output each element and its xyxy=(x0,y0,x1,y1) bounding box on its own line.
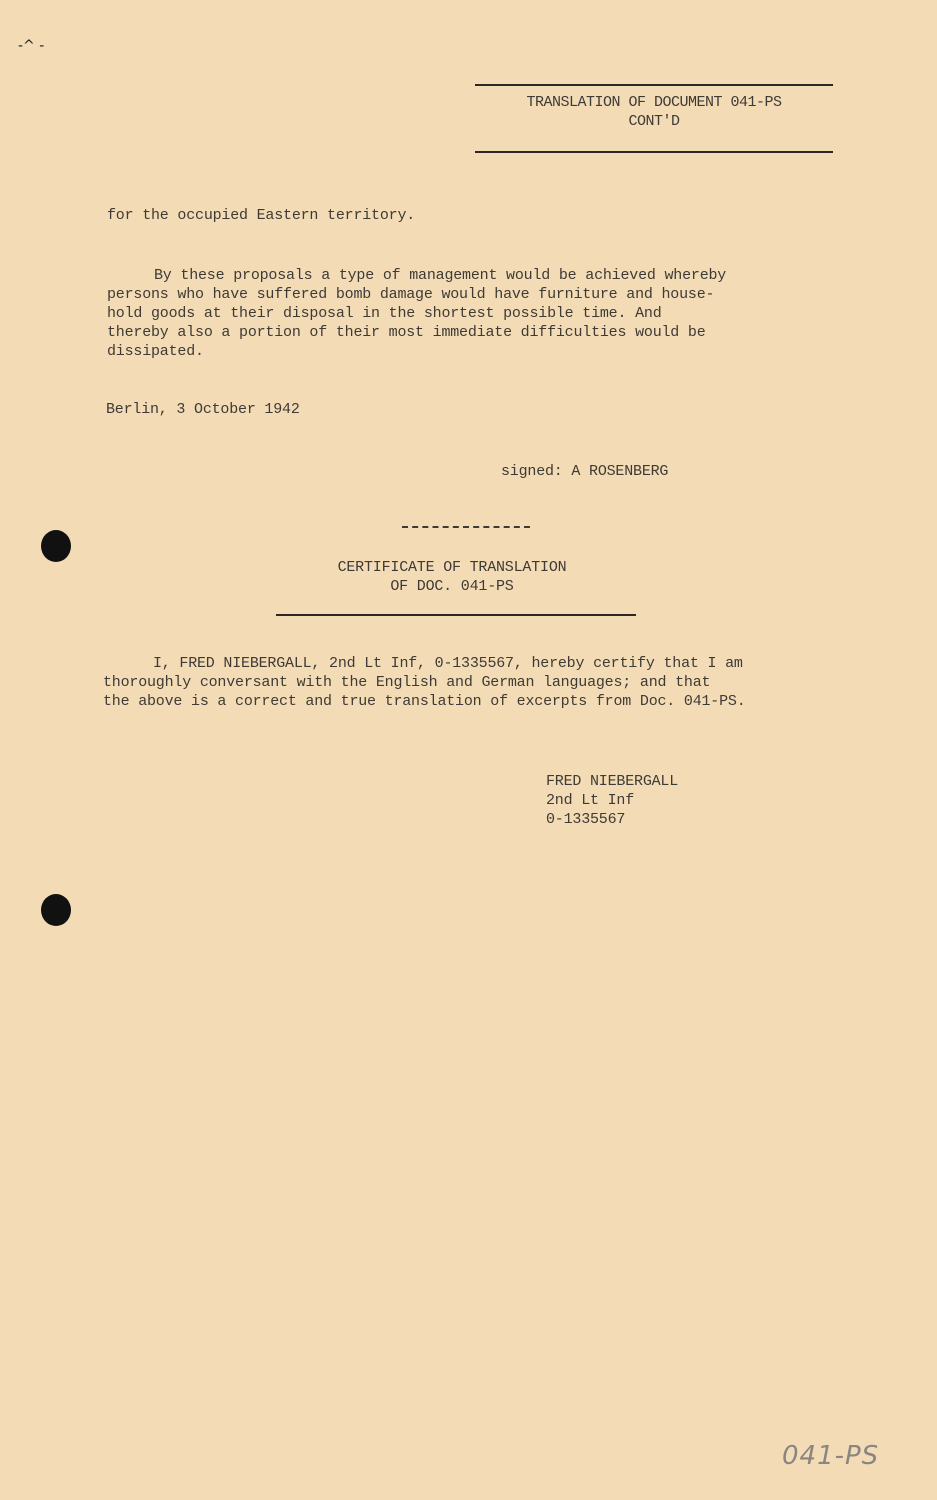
signer-block xyxy=(546,772,678,829)
handwritten-document-number: 041-PS xyxy=(782,1441,880,1471)
statement-line: the above is a correct and true translation of excerpts from Doc. 041-PS. xyxy=(103,693,746,710)
paragraph-line: By these proposals a type of management would be achieved whereby xyxy=(154,267,727,284)
paragraph-line: persons who have suffered bomb damage would have furniture and house- xyxy=(107,286,715,303)
signer-serial: 0-1335567 xyxy=(546,811,626,828)
header-top-rule xyxy=(475,84,833,86)
certificate-statement xyxy=(103,654,746,711)
statement-line: thoroughly conversant with the English and German languages; and that xyxy=(103,674,711,691)
proposal-paragraph xyxy=(107,266,726,361)
paragraph-line: hold goods at their disposal in the shortest possible time. And xyxy=(107,305,662,322)
place-date: Berlin, 3 October 1942 xyxy=(106,401,300,418)
certificate-title-line: CERTIFICATE OF TRANSLATION xyxy=(337,559,567,576)
punch-hole-lower xyxy=(41,894,71,926)
signer-name: FRED NIEBERGALL xyxy=(546,773,679,790)
header-contd: CONT'D xyxy=(628,113,680,130)
statement-line: I, FRED NIEBERGALL, 2nd Lt Inf, 0-1335567, hereby certify that I am xyxy=(153,655,743,672)
punch-hole-upper xyxy=(41,530,71,562)
corner-marks: -^ - xyxy=(18,38,45,54)
paragraph-line: dissipated. xyxy=(107,343,204,360)
signature-line: signed: A ROSENBERG xyxy=(501,463,669,480)
certificate-rule xyxy=(276,614,636,616)
certificate-title xyxy=(302,558,602,596)
certificate-title-line: OF DOC. 041-PS xyxy=(390,578,514,595)
paragraph-line: thereby also a portion of their most immediate difficulties would be xyxy=(107,324,706,341)
header-title: TRANSLATION OF DOCUMENT 041-PS xyxy=(526,94,782,111)
header-bottom-rule xyxy=(475,151,833,153)
document-header xyxy=(475,93,833,131)
continuation-line: for the occupied Eastern territory. xyxy=(107,207,416,224)
signer-rank: 2nd Lt Inf xyxy=(546,792,635,809)
dashed-separator xyxy=(402,526,530,528)
